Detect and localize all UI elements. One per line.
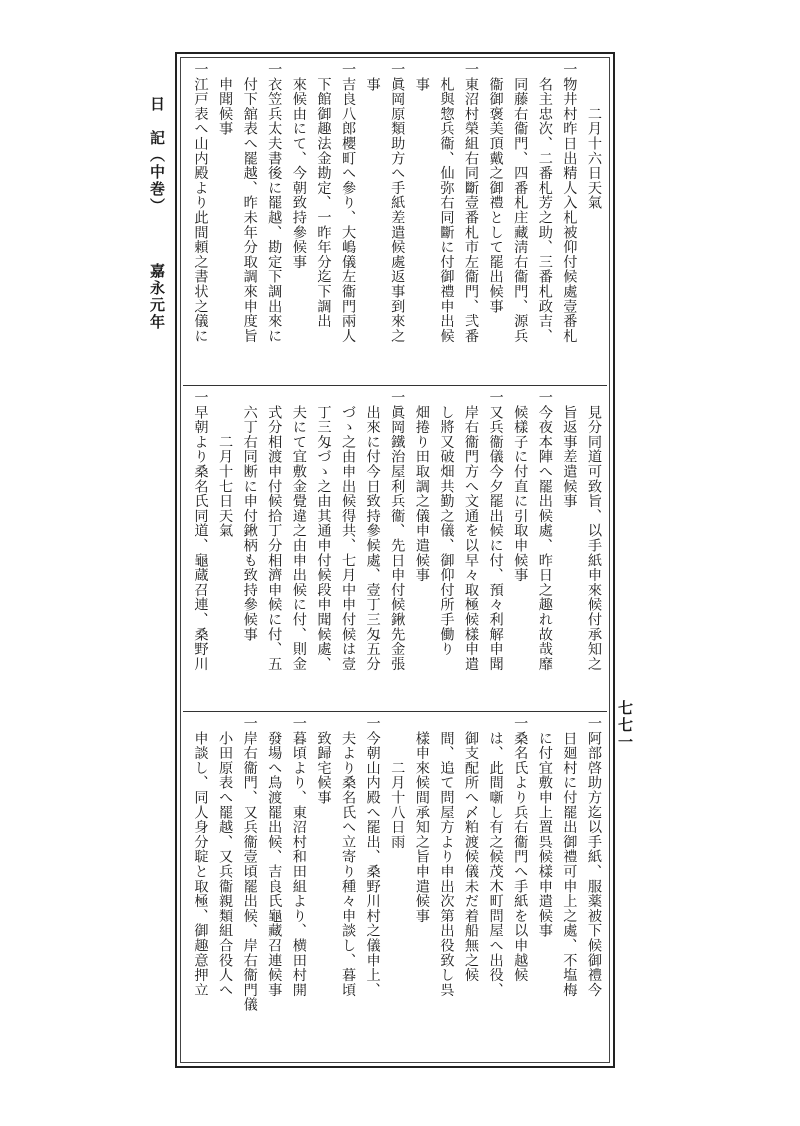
header-era: 嘉永元年: [148, 263, 166, 331]
text-line: 一今夜本陣へ罷出候處、昨日之趣れ故哉靡: [536, 390, 553, 672]
text-line: 發場へ鳥渡罷出候、吉良氏龜藏召連候事: [266, 716, 283, 998]
text-line: 岸右衞門方へ文通を以早々取極候樣申遣: [463, 390, 480, 672]
text-line: 一阿部啓助方迄以手紙、服薬被下候御禮今: [586, 716, 602, 998]
band-divider-1: [183, 385, 607, 386]
text-line: 間、追て問屋方より申出次第出役致し呉: [438, 716, 455, 998]
text-line: 一物井村昨日出精人入札被仰付候處壹番札: [561, 62, 578, 344]
text-line: 見分同道可致旨、以手紙申來候付承知之: [586, 390, 602, 672]
text-line: 候樣子に付直に引取申候事: [512, 390, 529, 583]
text-line: 同藤右衞門、四番札庄藏淸右衞門、源兵: [512, 62, 529, 344]
text-line: [184, 390, 188, 708]
text-line: 來候由にて、今朝致持參候事: [290, 62, 307, 270]
text-line: 一眞岡鐵治屋利兵衞、先日申付候鍬先金張: [389, 390, 406, 672]
text-line: は、此間噺し有之候茂木町問屋へ出役、: [487, 716, 504, 998]
text-band-lower: [184, 716, 606, 1060]
text-line: 一吉良八郎櫻町へ參り、大嶋儀左衞門兩人: [340, 62, 357, 344]
text-line: 小田原表へ罷越、又兵衞親類組合役人へ: [217, 716, 234, 998]
text-line: 一又兵衞儀今夕罷出候に付、預々利解申聞: [487, 390, 504, 672]
text-line: [184, 716, 188, 1060]
text-line: 出來に付今日致持參候處、壹丁三匁五分: [364, 390, 381, 672]
text-line: 一眞岡原類助方へ手紙差遣候處返事到來之: [389, 62, 406, 344]
text-line: 夫より桑名氏へ立寄り種々申談し、暮頃: [340, 716, 357, 998]
text-line: 御支配所へ〆粕渡候儀未だ着船無之候: [463, 716, 480, 983]
text-line: 一岸右衞門、又兵衞壹頃罷出候、岸右衞門儀: [241, 716, 258, 1012]
text-line: 下館御趣法金勘定、一昨年分迄下調出: [315, 62, 332, 329]
text-line: 名主忠次、二番札芳之助、三番札政吉、: [536, 62, 553, 344]
text-line: し將又破畑共勤之儀、御仰付所手働り: [438, 390, 455, 657]
text-line: 樣申來候間承知之旨申遣候事: [413, 716, 430, 924]
text-line: 日廻村に付罷出御禮可申上之處、不塩梅: [561, 716, 578, 998]
text-line: 一今朝山内殿へ罷出、桑野川村之儀申上、: [364, 716, 381, 998]
text-line: 札與惣兵衞、仙弥右同斷に付御禮申出候: [438, 62, 455, 344]
text-line: 一桑名氏より兵右衞門へ手紙を以申越候: [512, 716, 529, 983]
text-line: 付下舘表へ罷越、昨未年分取調來申度旨: [241, 62, 258, 344]
text-line: 事: [413, 62, 430, 92]
text-line: 二月十八日雨: [389, 716, 406, 850]
text-band-middle: [184, 390, 606, 708]
text-line: 申談し、同人身分聢と取極、御趣意押立: [192, 716, 209, 998]
text-line: 一暮頃より、東沼村和田組より、横田村開: [290, 716, 307, 998]
text-line: 夫にて宜敷金覺違之由申出候に付、則金: [290, 390, 307, 672]
text-line: 一東沼村榮組右同斷壹番札市左衞門、弐番: [463, 62, 480, 344]
header-title: 日 記（中巻）: [148, 96, 166, 215]
text-line: 式分相渡申付候拾丁分相濟申候に付、五: [266, 390, 283, 672]
text-line: 二月十七日天氣: [217, 390, 234, 538]
page-frame: [175, 52, 615, 1068]
text-line: 六丁右同断に申付鍬柄も致持參候事: [241, 390, 258, 642]
text-line: 一江戸表へ山内殿より此間頼之書状之儀に: [192, 62, 209, 344]
text-line: 申聞候事: [217, 62, 234, 136]
text-band-upper: [184, 62, 606, 382]
text-line: に付宜敷申上置呉候樣申遣候事: [536, 716, 553, 938]
page-number: 七七一: [616, 700, 634, 751]
text-line: 一衣笠兵太夫書後に罷越、勘定下調出來に: [266, 62, 283, 344]
text-line: 丁三匁づゝ之由其通申付候段申聞候處、: [315, 390, 332, 672]
text-line: 畑捲り田取調之儀申遣候事: [413, 390, 430, 583]
text-line: 一早朝より桑名氏同道、龜蔵召連、桑野川: [192, 390, 209, 672]
text-line: 二月十六日天氣: [586, 62, 602, 210]
text-line: 致歸宅候事: [315, 716, 332, 805]
text-line: 衞御褒美頂戴之御禮として罷出候事: [487, 62, 504, 314]
text-line: 事: [364, 62, 381, 92]
text-line: 旨返事差遣候事: [561, 390, 578, 509]
text-line: づゝ之由申出候得共、七月中申付候は壹: [340, 390, 357, 672]
running-header: [142, 96, 168, 331]
band-divider-2: [183, 711, 607, 712]
